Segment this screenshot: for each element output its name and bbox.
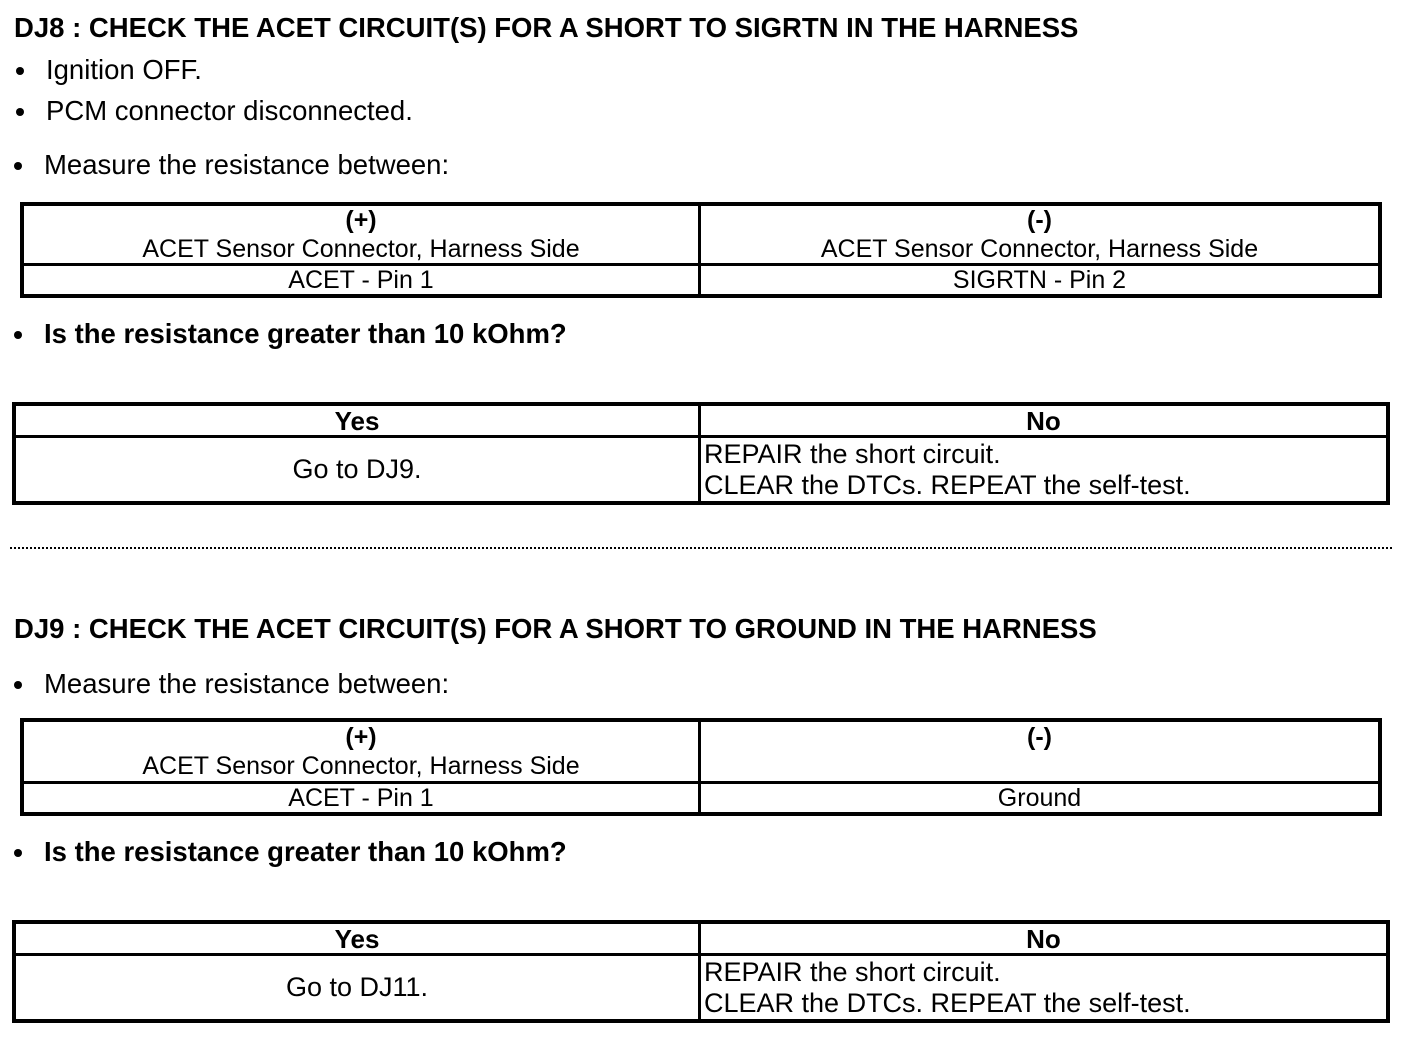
negative-probe-header <box>701 722 1378 784</box>
positive-location: ACET Sensor Connector, Harness Side <box>142 234 580 263</box>
step-measure-resistance <box>0 668 1100 700</box>
positive-probe-header <box>24 722 701 784</box>
question-text: Is the resistance greater than 10 kOhm? <box>44 318 567 349</box>
measurement-table-dj9 <box>20 718 1382 816</box>
positive-label: (+) <box>345 722 377 751</box>
section-heading-dj9: DJ9 : CHECK THE ACET CIRCUIT(S) FOR A SHORT TO GROUND IN THE HARNESS <box>14 613 1097 644</box>
step-pcm-disconnected <box>0 95 1100 127</box>
bullet-icon <box>14 681 22 689</box>
section-divider <box>10 547 1392 549</box>
no-action-line: CLEAR the DTCs. REPEAT the self-test. <box>704 469 1191 500</box>
yes-header: Yes <box>16 406 701 438</box>
measurement-table-dj8 <box>20 202 1382 298</box>
positive-probe-point: ACET - Pin 1 <box>24 266 701 295</box>
bullet-icon <box>14 849 22 857</box>
bullet-icon <box>16 108 24 116</box>
no-action <box>701 438 1386 501</box>
section-heading-dj8: DJ8 : CHECK THE ACET CIRCUIT(S) FOR A SHORT TO SIGRTN IN THE HARNESS <box>14 12 1079 43</box>
no-action-line: REPAIR the short circuit. <box>704 956 1001 987</box>
question-dj8 <box>0 318 1100 350</box>
no-header: No <box>701 924 1386 956</box>
step-text: Measure the resistance between: <box>44 668 450 699</box>
bullet-icon <box>14 331 22 339</box>
negative-probe-point: SIGRTN - Pin 2 <box>952 266 1127 294</box>
negative-label: (-) <box>1027 205 1052 234</box>
positive-probe-header <box>24 206 701 266</box>
no-action-line: REPAIR the short circuit. <box>704 438 1001 469</box>
negative-label: (-) <box>1027 722 1052 751</box>
negative-location: ACET Sensor Connector, Harness Side <box>820 234 1259 263</box>
result-table-dj9 <box>12 920 1390 1023</box>
bullet-icon <box>16 67 24 75</box>
positive-location: ACET Sensor Connector, Harness Side <box>142 751 580 780</box>
positive-probe-point: ACET - Pin 1 <box>24 784 701 813</box>
result-table-dj8 <box>12 402 1390 505</box>
step-measure-resistance <box>0 149 1100 181</box>
step-text: Measure the resistance between: <box>44 149 450 180</box>
yes-action: Go to DJ11. <box>16 956 701 1019</box>
yes-header: Yes <box>16 924 701 956</box>
step-ignition-off <box>0 54 1100 86</box>
step-text: Ignition OFF. <box>46 54 202 85</box>
no-header: No <box>701 406 1386 438</box>
negative-probe-point: Ground <box>997 784 1082 812</box>
yes-action: Go to DJ9. <box>16 438 701 501</box>
no-action-line: CLEAR the DTCs. REPEAT the self-test. <box>704 987 1191 1018</box>
positive-label: (+) <box>345 205 377 234</box>
question-dj9 <box>0 836 1100 868</box>
negative-probe-header <box>701 206 1378 266</box>
step-text: PCM connector disconnected. <box>46 95 413 126</box>
no-action <box>701 956 1386 1019</box>
bullet-icon <box>14 162 22 170</box>
question-text: Is the resistance greater than 10 kOhm? <box>44 836 567 867</box>
